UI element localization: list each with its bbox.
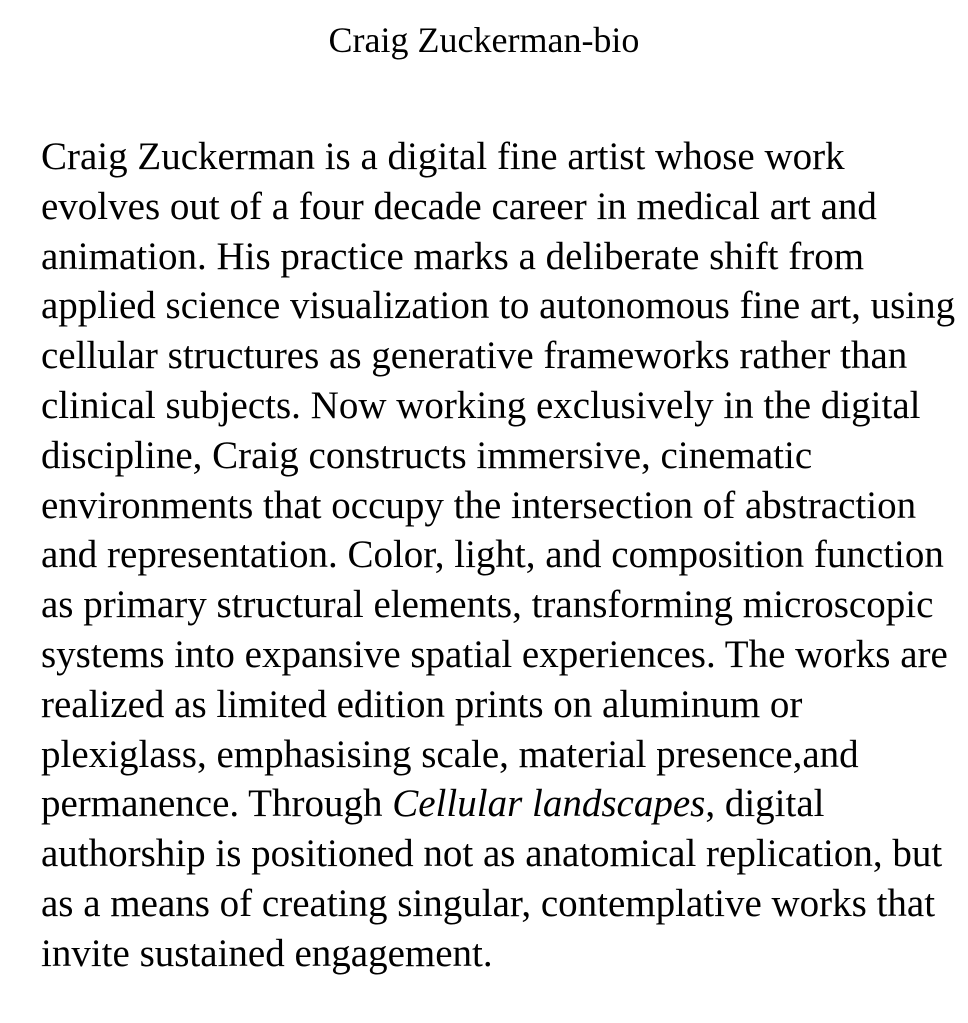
bio-text-italic-title: Cellular landscapes [392,782,706,826]
bio-paragraph [41,132,956,979]
bio-text-intro: Craig Zuckerman is a digital fine artist whose work evolves out of a four decade career in medical art and animation. His practice marks a deliberate shift from applied science visualization to autonomous fine art, using cellular structures as generative frameworks rather than clinical subjects. Now working exclusively in the digital discipline, Craig constructs immersive, cinematic environments that occupy the intersection of abstraction and representation. Color, light, and composition function as primary structural elements, transforming microscopic systems into expansive spatial experiences. The works are realized as limited edition prints on aluminum or plexiglass, emphasising scale, material presence,and permanence. Through [41,135,956,826]
bio-text-conclusion: , digital authorship is positioned not as anatomical replication, but as a means of creating singular, contemplative works that invite sustained engagement. [41,782,943,975]
document-title: Craig Zuckerman-bio [328,20,640,60]
